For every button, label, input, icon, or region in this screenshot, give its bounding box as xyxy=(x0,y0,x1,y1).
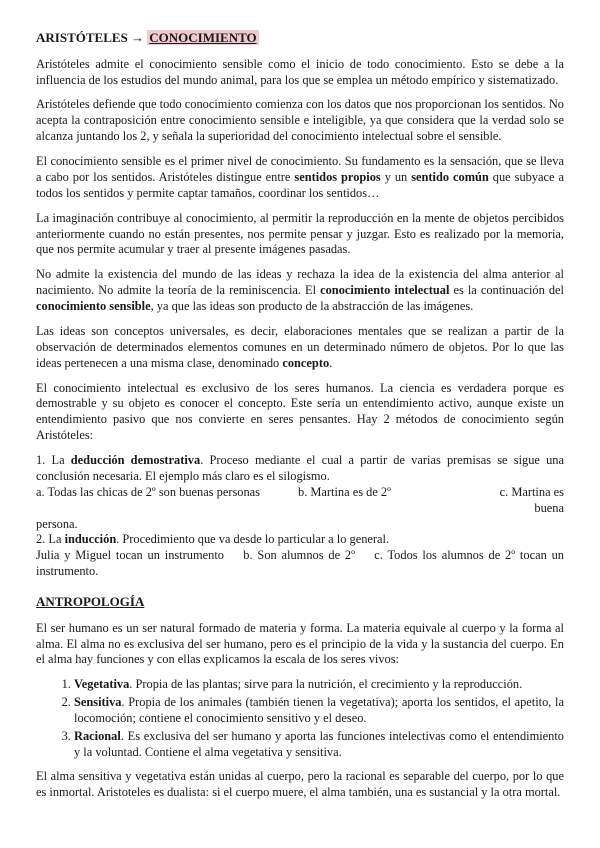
text-run: 1. La xyxy=(36,453,71,467)
paragraph xyxy=(36,324,564,372)
paragraph: El ser humano es un ser natural formado de materia y forma. La materia equivale al cuerpo y la forma al alma. El alma no es exclusiva del ser humano, pero es el principio de la vida y la sustancia del cuerpo. En el alma hay funciones y con ellas explicamos la escala de los seres vivos: xyxy=(36,620,564,667)
paragraph xyxy=(36,267,564,315)
section-heading-aristoteles xyxy=(36,30,564,47)
soul-levels-list xyxy=(36,677,564,760)
bold-term: inducción xyxy=(64,532,117,547)
text-run: . Propia de las plantas; sirve para la nutrición, el crecimiento y la reproducción. xyxy=(129,677,523,692)
method-deduccion xyxy=(36,453,564,485)
deduccion-example-cont: persona. xyxy=(36,516,78,531)
text-run: El conocimiento sensible es el primer nivel de conocimiento. Su fundamento es la sensación, que se lleva a cabo por los sentidos. Aristóteles distingue entre xyxy=(36,154,564,184)
example-premise-a: a. Todas las chicas de 2º son buenas personas xyxy=(36,484,260,499)
text-run: , ya que las ideas son producto de la abstracción de las imágenes. xyxy=(150,299,474,313)
example-conclusion: c. Martina es buena xyxy=(499,484,564,515)
bold-term: Racional xyxy=(74,728,121,743)
example-premise-b: b. Martina es de 2º xyxy=(298,484,391,499)
bold-term: conocimiento sensible xyxy=(36,299,151,313)
list-item xyxy=(74,695,564,727)
text-run: es la continuación del xyxy=(449,283,564,298)
deduccion-example xyxy=(36,485,564,517)
paragraph: Aristóteles defiende que todo conocimiento comienza con los datos que nos proporcionan los sentidos. No acepta la contraposición entre conocimiento sensible e inteligible, ya que considera que la verdad solo se alcanza juntando los 2, y señala la superioridad del conocimiento intelectual sobre el sensible. xyxy=(36,97,564,144)
heading-highlight: CONOCIMIENTO xyxy=(149,30,257,45)
bold-term: Vegetativa xyxy=(74,677,130,692)
paragraph: El conocimiento intelectual es exclusivo de los seres humanos. La ciencia es verdadera porque es demostrable y su objeto es conocer el concepto. Este sería un entendimiento activo, aunque existe un entendimiento pasivo que nos convierte en seres pensantes. Hay 2 métodos de conocimiento según Aristóteles: xyxy=(36,380,564,443)
bold-term: deducción demostrativa xyxy=(70,453,201,467)
bold-term: conocimiento intelectual xyxy=(320,283,450,298)
text-run: . Proceso mediante el cual a partir de varias premisas se sigue una conclusión necesaria. El ejemplo más claro es el silogismo. xyxy=(36,453,565,483)
bold-term: sentidos propios xyxy=(294,169,381,184)
list-item xyxy=(74,729,564,761)
text-run: . Procedimiento que va desde lo particular a lo general. xyxy=(116,532,390,547)
list-item xyxy=(74,677,564,693)
text-run: . Es exclusiva del ser humano y aporta las funciones intelectivas como el entendimiento y la voluntad. Contiene el alma vegetativa y sensitiva. xyxy=(74,728,564,759)
bold-term: Sensitiva xyxy=(74,695,122,710)
heading-prefix: ARISTÓTELES → xyxy=(36,30,145,45)
text-run: que subyace a todos los sentidos y permite captar tamaños, coordinar los sentidos… xyxy=(36,169,564,200)
text-run: . Propia de los animales (también tienen la vegetativa); aporta los sentidos, el apetito, la locomoción; contiene el conocimiento sensitivo y el deseo. xyxy=(74,695,564,725)
text-run: . xyxy=(329,355,333,370)
text-run: No admite la existencia del mundo de las ideas y rechaza la idea de la existencia del alma anterior al nacimiento. No admite la teoría de la reminiscencia. El xyxy=(36,267,564,298)
paragraph: Aristóteles admite el conocimiento sensible como el inicio de todo conocimiento. Esto se debe a la influencia de los estudios del mundo animal, para los que se emplea un método empírico y sistematizado. xyxy=(36,56,564,87)
paragraph xyxy=(36,154,564,202)
bold-term: concepto xyxy=(282,355,330,370)
bold-term: sentido común xyxy=(411,169,489,184)
induccion-example: Julia y Miguel tocan un instrumento b. Son alumnos de 2º c. Todos los alumnos de 2º tocan un instrumento. xyxy=(36,548,568,579)
text-run: y un xyxy=(380,169,412,184)
paragraph: El alma sensitiva y vegetativa están unidas al cuerpo, pero la racional es separable del cuerpo, por lo que es inmortal. Aristoteles es dualista: si el cuerpo muere, el alma también, una es sustancial y la otra mortal. xyxy=(36,768,564,799)
paragraph: La imaginación contribuye al conocimiento, al permitir la reproducción en la mente de objetos percibidos anteriormente cuando no están presentes, nos permite pensar y juzgar. Esto es realizado por la memoria, que nos permite acumular y traer al presente imágenes pasadas. xyxy=(36,210,564,257)
section-heading-antropologia: ANTROPOLOGÍA xyxy=(36,594,145,609)
text-run: Las ideas son conceptos universales, es decir, elaboraciones mentales que se realizan a partir de la observación de determinados elementos comunes en un determinado número de objetos. Por lo que las ideas pertenecen a una misma clase, denominado xyxy=(36,323,564,370)
method-induccion xyxy=(36,532,564,548)
text-run: 2. La xyxy=(36,532,65,547)
